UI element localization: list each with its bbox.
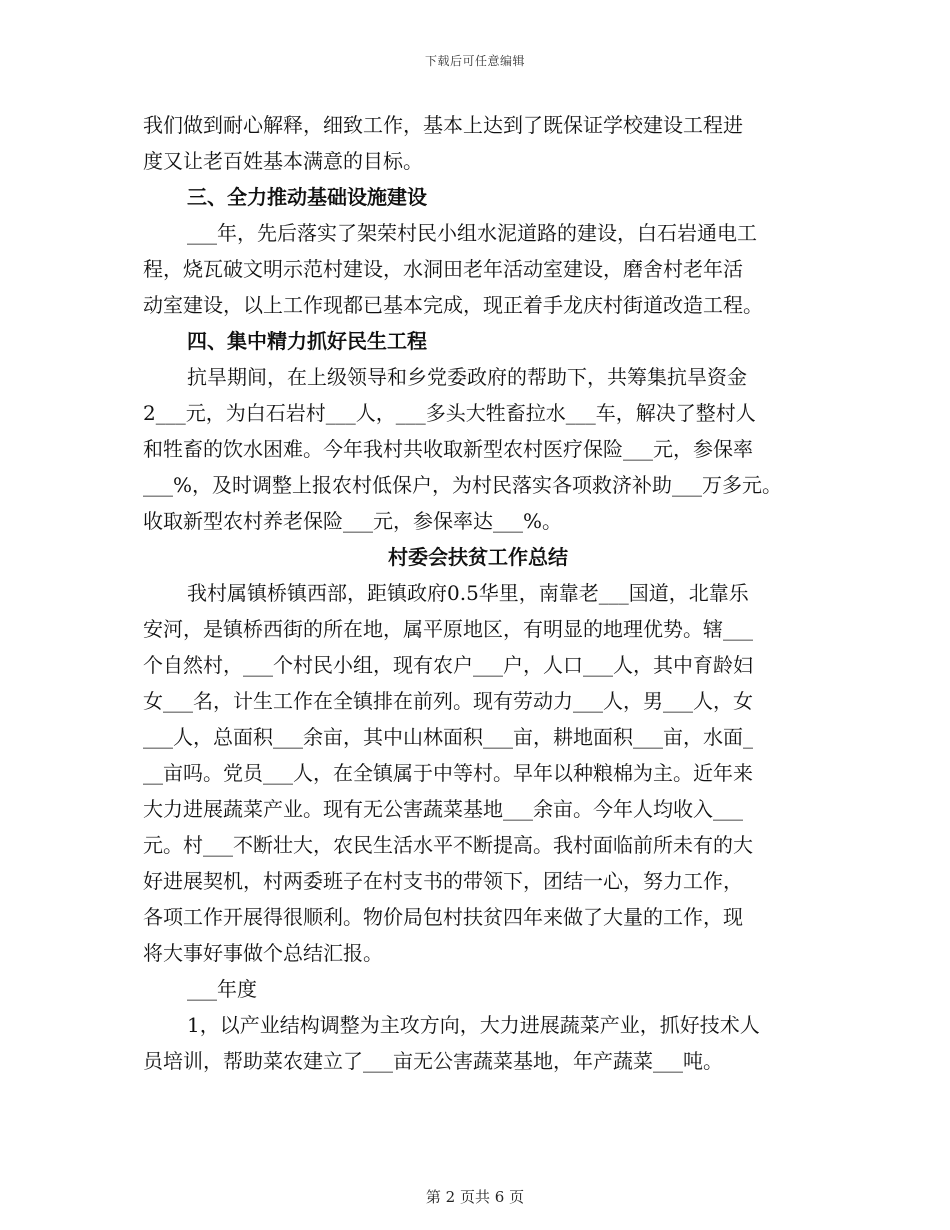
section-heading-infrastructure: 三、全力推动基础设施建设 xyxy=(187,185,427,209)
paragraph-line: 程，烧瓦破文明示范村建设，水洞田老年活动室建设，磨舍村老年活 xyxy=(143,257,743,281)
year-line: ___年度 xyxy=(187,977,257,1001)
paragraph-line: 和牲畜的饮水困难。今年我村共收取新型农村医疗保险___元，参保率 xyxy=(143,437,753,461)
section-heading-livelihood: 四、集中精力抓好民生工程 xyxy=(187,329,427,353)
paragraph-line: 我村属镇桥镇西部，距镇政府0.5华里，南靠老___国道，北靠乐 xyxy=(187,581,749,605)
paragraph-line: 员培训，帮助菜农建立了___亩无公害蔬菜基地，年产蔬菜___吨。 xyxy=(143,1049,723,1073)
paragraph-line: 个自然村，___个村民小组，现有农户___户，人口___人，其中育龄妇 xyxy=(143,653,753,677)
paragraph-line: 度又让老百姓基本满意的目标。 xyxy=(143,149,423,173)
paragraph-line: 各项工作开展得很顺利。物价局包村扶贫四年来做了大量的工作，现 xyxy=(143,905,743,929)
paragraph-line: 大力进展蔬菜产业。现有无公害蔬菜基地___余亩。今年人均收入___ xyxy=(143,797,743,821)
paragraph-line: 2___元，为白石岩村___人，___多头大牲畜拉水___车，解决了整村人 xyxy=(143,401,756,425)
document-body xyxy=(143,107,813,1079)
page-number: 第 2 页共 6 页 xyxy=(425,1188,525,1206)
paragraph-line: 动室建设，以上工作现都已基本完成，现正着手龙庆村街道改造工程。 xyxy=(143,293,763,317)
paragraph-line: 安河，是镇桥西街的所在地，属平原地区，有明显的地理优势。辖___ xyxy=(143,617,753,641)
document-title: 村委会扶贫工作总结 xyxy=(388,545,568,569)
paragraph-line: ___%，及时调整上报农村低保户，为村民落实各项救济补助___万多元。 xyxy=(143,473,783,497)
paragraph-line: 1，以产业结构调整为主攻方向，大力进展蔬菜产业，抓好技术人 xyxy=(187,1013,760,1037)
paragraph-line: 将大事好事做个总结汇报。 xyxy=(143,941,383,965)
paragraph-line: ___年，先后落实了架荣村民小组水泥道路的建设，白石岩通电工 xyxy=(187,221,757,245)
paragraph-line: __亩吗。党员___人，在全镇属于中等村。早年以种粮棉为主。近年来 xyxy=(143,761,753,785)
paragraph-line: 抗旱期间，在上级领导和乡党委政府的帮助下，共筹集抗旱资金 xyxy=(187,365,747,389)
paragraph-line: 女___名，计生工作在全镇排在前列。现有劳动力___人，男___人，女 xyxy=(143,689,753,713)
paragraph-line: 我们做到耐心解释，细致工作，基本上达到了既保证学校建设工程进 xyxy=(143,113,743,137)
paragraph-line: 元。村___不断壮大，农民生活水平不断提高。我村面临前所未有的大 xyxy=(143,833,753,857)
paragraph-line: 好进展契机，村两委班子在村支书的带领下，团结一心，努力工作， xyxy=(143,869,743,893)
header-note: 下载后可任意编辑 xyxy=(424,54,525,68)
paragraph-line: ___人，总面积___余亩，其中山林面积___亩，耕地面积___亩，水面_ xyxy=(143,725,753,749)
paragraph-line: 收取新型农村养老保险___元，参保率达___%。 xyxy=(143,509,563,533)
